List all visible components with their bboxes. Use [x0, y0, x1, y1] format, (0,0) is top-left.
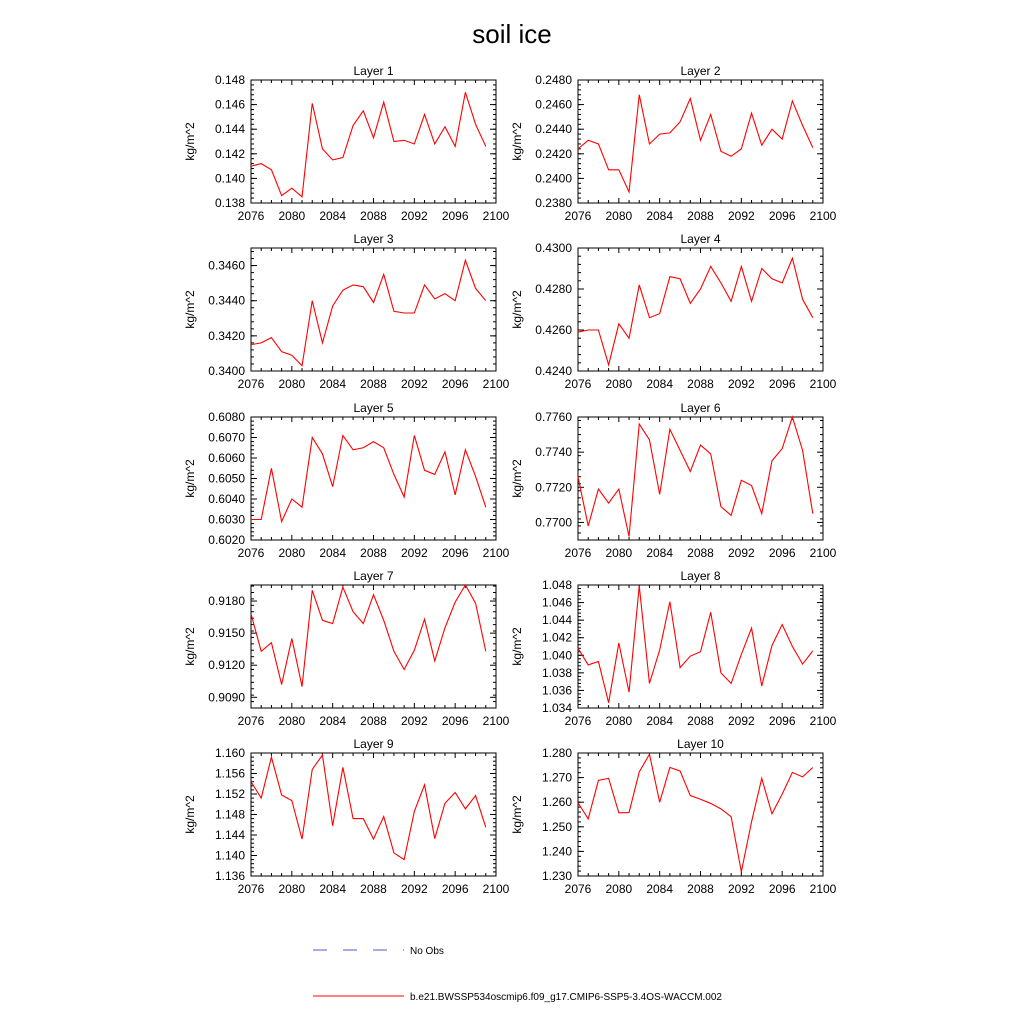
x-tick-label: 2076	[237, 377, 265, 391]
figure-title: soil ice	[472, 19, 552, 49]
x-tick-label: 2100	[482, 209, 510, 223]
chart-panel-layer-8	[510, 569, 837, 728]
x-tick-label: 2076	[237, 209, 265, 223]
y-axis-label: kg/m^2	[183, 459, 197, 498]
y-tick-label: 0.7740	[535, 445, 572, 460]
plot-frame	[578, 248, 823, 371]
x-tick-label: 2092	[727, 714, 755, 728]
x-tick-label: 2096	[768, 882, 796, 896]
x-tick-label: 2080	[278, 546, 306, 560]
y-tick-label: 1.160	[214, 746, 245, 760]
x-tick-label: 2084	[319, 882, 347, 896]
series-line	[251, 260, 486, 365]
y-tick-label: 1.230	[541, 869, 572, 883]
x-tick-label: 2084	[646, 209, 674, 223]
series-line	[251, 435, 486, 521]
chart-panel-layer-2	[510, 64, 837, 223]
x-tick-label: 2080	[605, 546, 633, 560]
x-tick-label: 2096	[441, 546, 469, 560]
legend-entry-no-obs	[313, 946, 444, 957]
y-tick-label: 0.7760	[535, 410, 572, 424]
x-tick-label: 2088	[360, 377, 387, 391]
y-tick-label: 0.6020	[208, 533, 245, 547]
panel-title: Layer 6	[680, 401, 721, 415]
plot-frame	[251, 753, 496, 876]
x-tick-label: 2088	[360, 882, 387, 896]
y-tick-label: 0.3400	[208, 364, 245, 378]
y-tick-label: 0.2400	[535, 171, 572, 186]
plot-frame	[251, 80, 496, 203]
x-tick-label: 2088	[687, 882, 714, 896]
series-line	[578, 754, 813, 872]
y-tick-label: 1.034	[541, 701, 572, 715]
x-tick-label: 2100	[809, 882, 837, 896]
chart-panel-layer-7	[183, 569, 510, 728]
x-tick-label: 2092	[400, 377, 428, 391]
y-tick-label: 0.7720	[535, 480, 572, 495]
x-tick-label: 2080	[278, 377, 306, 391]
x-tick-label: 2080	[278, 714, 306, 728]
y-tick-label: 0.3460	[208, 258, 245, 273]
x-tick-label: 2096	[441, 377, 469, 391]
x-tick-label: 2076	[564, 209, 592, 223]
y-tick-label: 1.250	[541, 819, 572, 834]
plot-frame	[251, 248, 496, 371]
legend	[313, 946, 722, 1003]
y-axis-label: kg/m^2	[183, 795, 197, 834]
x-tick-label: 2100	[809, 209, 837, 223]
y-tick-label: 1.048	[541, 578, 572, 592]
chart-panel-layer-9	[183, 737, 510, 896]
x-tick-label: 2092	[727, 209, 755, 223]
y-axis-label: kg/m^2	[510, 459, 524, 498]
y-tick-label: 1.270	[541, 770, 572, 785]
y-tick-label: 1.152	[214, 787, 245, 801]
x-tick-label: 2088	[360, 209, 387, 223]
panel-title: Layer 8	[680, 569, 721, 583]
y-tick-label: 0.2380	[535, 196, 572, 210]
x-tick-label: 2088	[687, 377, 714, 391]
x-tick-label: 2084	[319, 546, 347, 560]
x-tick-label: 2080	[605, 377, 633, 391]
x-tick-label: 2088	[687, 546, 714, 560]
panel-title: Layer 9	[353, 737, 394, 751]
y-tick-label: 1.044	[541, 613, 572, 628]
x-tick-label: 2080	[605, 714, 633, 728]
x-tick-label: 2084	[319, 209, 347, 223]
y-tick-label: 0.6080	[208, 410, 245, 424]
y-axis-label: kg/m^2	[510, 122, 524, 161]
x-tick-label: 2084	[319, 377, 347, 391]
legend-entry-model	[313, 992, 722, 1003]
y-tick-label: 0.7700	[535, 515, 572, 530]
x-tick-label: 2096	[441, 209, 469, 223]
x-tick-label: 2076	[237, 546, 265, 560]
series-line	[251, 755, 486, 860]
x-tick-label: 2092	[727, 546, 755, 560]
plot-frame	[578, 753, 823, 876]
y-tick-label: 0.138	[214, 196, 245, 210]
x-tick-label: 2100	[482, 714, 510, 728]
y-tick-label: 0.6060	[208, 451, 245, 465]
y-tick-label: 0.144	[214, 122, 245, 137]
x-tick-label: 2100	[809, 714, 837, 728]
x-tick-label: 2084	[646, 546, 674, 560]
series-line	[578, 586, 813, 703]
y-tick-label: 0.9180	[208, 594, 245, 609]
y-tick-label: 0.2420	[535, 146, 572, 161]
x-tick-label: 2076	[564, 546, 592, 560]
y-tick-label: 1.040	[541, 648, 572, 663]
panel-title: Layer 7	[353, 569, 394, 583]
x-tick-label: 2088	[360, 714, 387, 728]
x-tick-label: 2092	[400, 546, 428, 560]
y-tick-label: 0.2440	[535, 122, 572, 137]
y-axis-label: kg/m^2	[183, 290, 197, 329]
y-tick-label: 0.4280	[535, 282, 572, 296]
y-tick-label: 0.146	[214, 97, 245, 112]
panel-title: Layer 10	[677, 737, 724, 751]
y-tick-label: 0.6050	[208, 471, 245, 486]
y-tick-label: 1.036	[541, 683, 572, 698]
x-tick-label: 2100	[482, 377, 510, 391]
y-tick-label: 0.148	[214, 73, 245, 87]
legend-label-model: b.e21.BWSSP534oscmip6.f09_g17.CMIP6-SSP5-3.4OS-WACCM.002	[410, 992, 722, 1003]
x-tick-label: 2080	[605, 209, 633, 223]
x-tick-label: 2084	[646, 714, 674, 728]
x-tick-label: 2084	[646, 377, 674, 391]
x-tick-label: 2076	[564, 714, 592, 728]
y-tick-label: 0.142	[214, 146, 245, 161]
x-tick-label: 2100	[482, 882, 510, 896]
series-line	[578, 417, 813, 536]
x-tick-label: 2088	[687, 209, 714, 223]
y-tick-label: 0.4240	[535, 364, 572, 378]
x-tick-label: 2084	[319, 714, 347, 728]
panel-title: Layer 5	[353, 401, 394, 415]
y-tick-label: 1.280	[541, 746, 572, 760]
y-tick-label: 0.2480	[535, 73, 572, 87]
plot-frame	[578, 585, 823, 708]
y-tick-label: 0.3420	[208, 328, 245, 343]
plot-frame	[251, 585, 496, 708]
x-tick-label: 2092	[400, 209, 428, 223]
chart-panel-layer-6	[510, 401, 837, 560]
y-tick-label: 0.4260	[535, 323, 572, 337]
x-tick-label: 2092	[727, 882, 755, 896]
panels-grid	[183, 64, 837, 896]
x-tick-label: 2100	[482, 546, 510, 560]
series-line	[251, 92, 486, 197]
x-tick-label: 2092	[400, 882, 428, 896]
chart-panel-layer-4	[510, 232, 837, 391]
x-tick-label: 2096	[768, 209, 796, 223]
y-tick-label: 1.140	[214, 848, 245, 863]
panel-title: Layer 3	[353, 232, 394, 246]
x-tick-label: 2088	[687, 714, 714, 728]
x-tick-label: 2084	[646, 882, 674, 896]
y-tick-label: 0.3440	[208, 293, 245, 308]
y-tick-label: 1.042	[541, 630, 572, 645]
x-tick-label: 2096	[768, 377, 796, 391]
x-tick-label: 2092	[400, 714, 428, 728]
y-tick-label: 1.136	[214, 869, 245, 883]
x-tick-label: 2080	[278, 882, 306, 896]
x-tick-label: 2080	[605, 882, 633, 896]
y-tick-label: 0.9150	[208, 626, 245, 641]
x-tick-label: 2096	[768, 714, 796, 728]
chart-panel-layer-3	[183, 232, 510, 391]
y-tick-label: 1.046	[541, 595, 572, 610]
series-line	[251, 585, 486, 687]
legend-label-no-obs: No Obs	[410, 946, 444, 957]
chart-panel-layer-10	[510, 737, 837, 896]
y-axis-label: kg/m^2	[183, 122, 197, 161]
y-tick-label: 0.140	[214, 171, 245, 186]
x-tick-label: 2100	[809, 377, 837, 391]
x-tick-label: 2096	[441, 882, 469, 896]
chart-panel-layer-5	[183, 401, 510, 560]
y-axis-label: kg/m^2	[510, 290, 524, 329]
y-tick-label: 0.6040	[208, 492, 245, 506]
y-tick-label: 0.6070	[208, 430, 245, 445]
x-tick-label: 2100	[809, 546, 837, 560]
chart-panel-layer-1	[183, 64, 510, 223]
y-tick-label: 1.240	[541, 844, 572, 859]
x-tick-label: 2076	[564, 377, 592, 391]
y-tick-label: 0.6030	[208, 512, 245, 527]
x-tick-label: 2092	[727, 377, 755, 391]
y-tick-label: 1.038	[541, 665, 572, 680]
panel-title: Layer 1	[353, 64, 394, 78]
y-tick-label: 1.144	[214, 828, 245, 842]
series-line	[578, 95, 813, 192]
x-tick-label: 2076	[237, 714, 265, 728]
series-line	[578, 258, 813, 365]
y-axis-label: kg/m^2	[510, 627, 524, 666]
panel-title: Layer 2	[680, 64, 721, 78]
y-axis-label: kg/m^2	[510, 795, 524, 834]
x-tick-label: 2076	[564, 882, 592, 896]
y-tick-label: 0.2460	[535, 97, 572, 112]
x-tick-label: 2096	[768, 546, 796, 560]
x-tick-label: 2088	[360, 546, 387, 560]
x-tick-label: 2080	[278, 209, 306, 223]
x-tick-label: 2076	[237, 882, 265, 896]
y-tick-label: 0.4300	[535, 241, 572, 255]
y-tick-label: 1.156	[214, 766, 245, 781]
y-tick-label: 0.9090	[208, 690, 245, 705]
x-tick-label: 2096	[441, 714, 469, 728]
y-tick-label: 1.260	[541, 795, 572, 810]
y-axis-label: kg/m^2	[183, 627, 197, 666]
y-tick-label: 1.148	[214, 807, 245, 822]
y-tick-label: 0.9120	[208, 658, 245, 673]
panel-title: Layer 4	[680, 232, 721, 246]
